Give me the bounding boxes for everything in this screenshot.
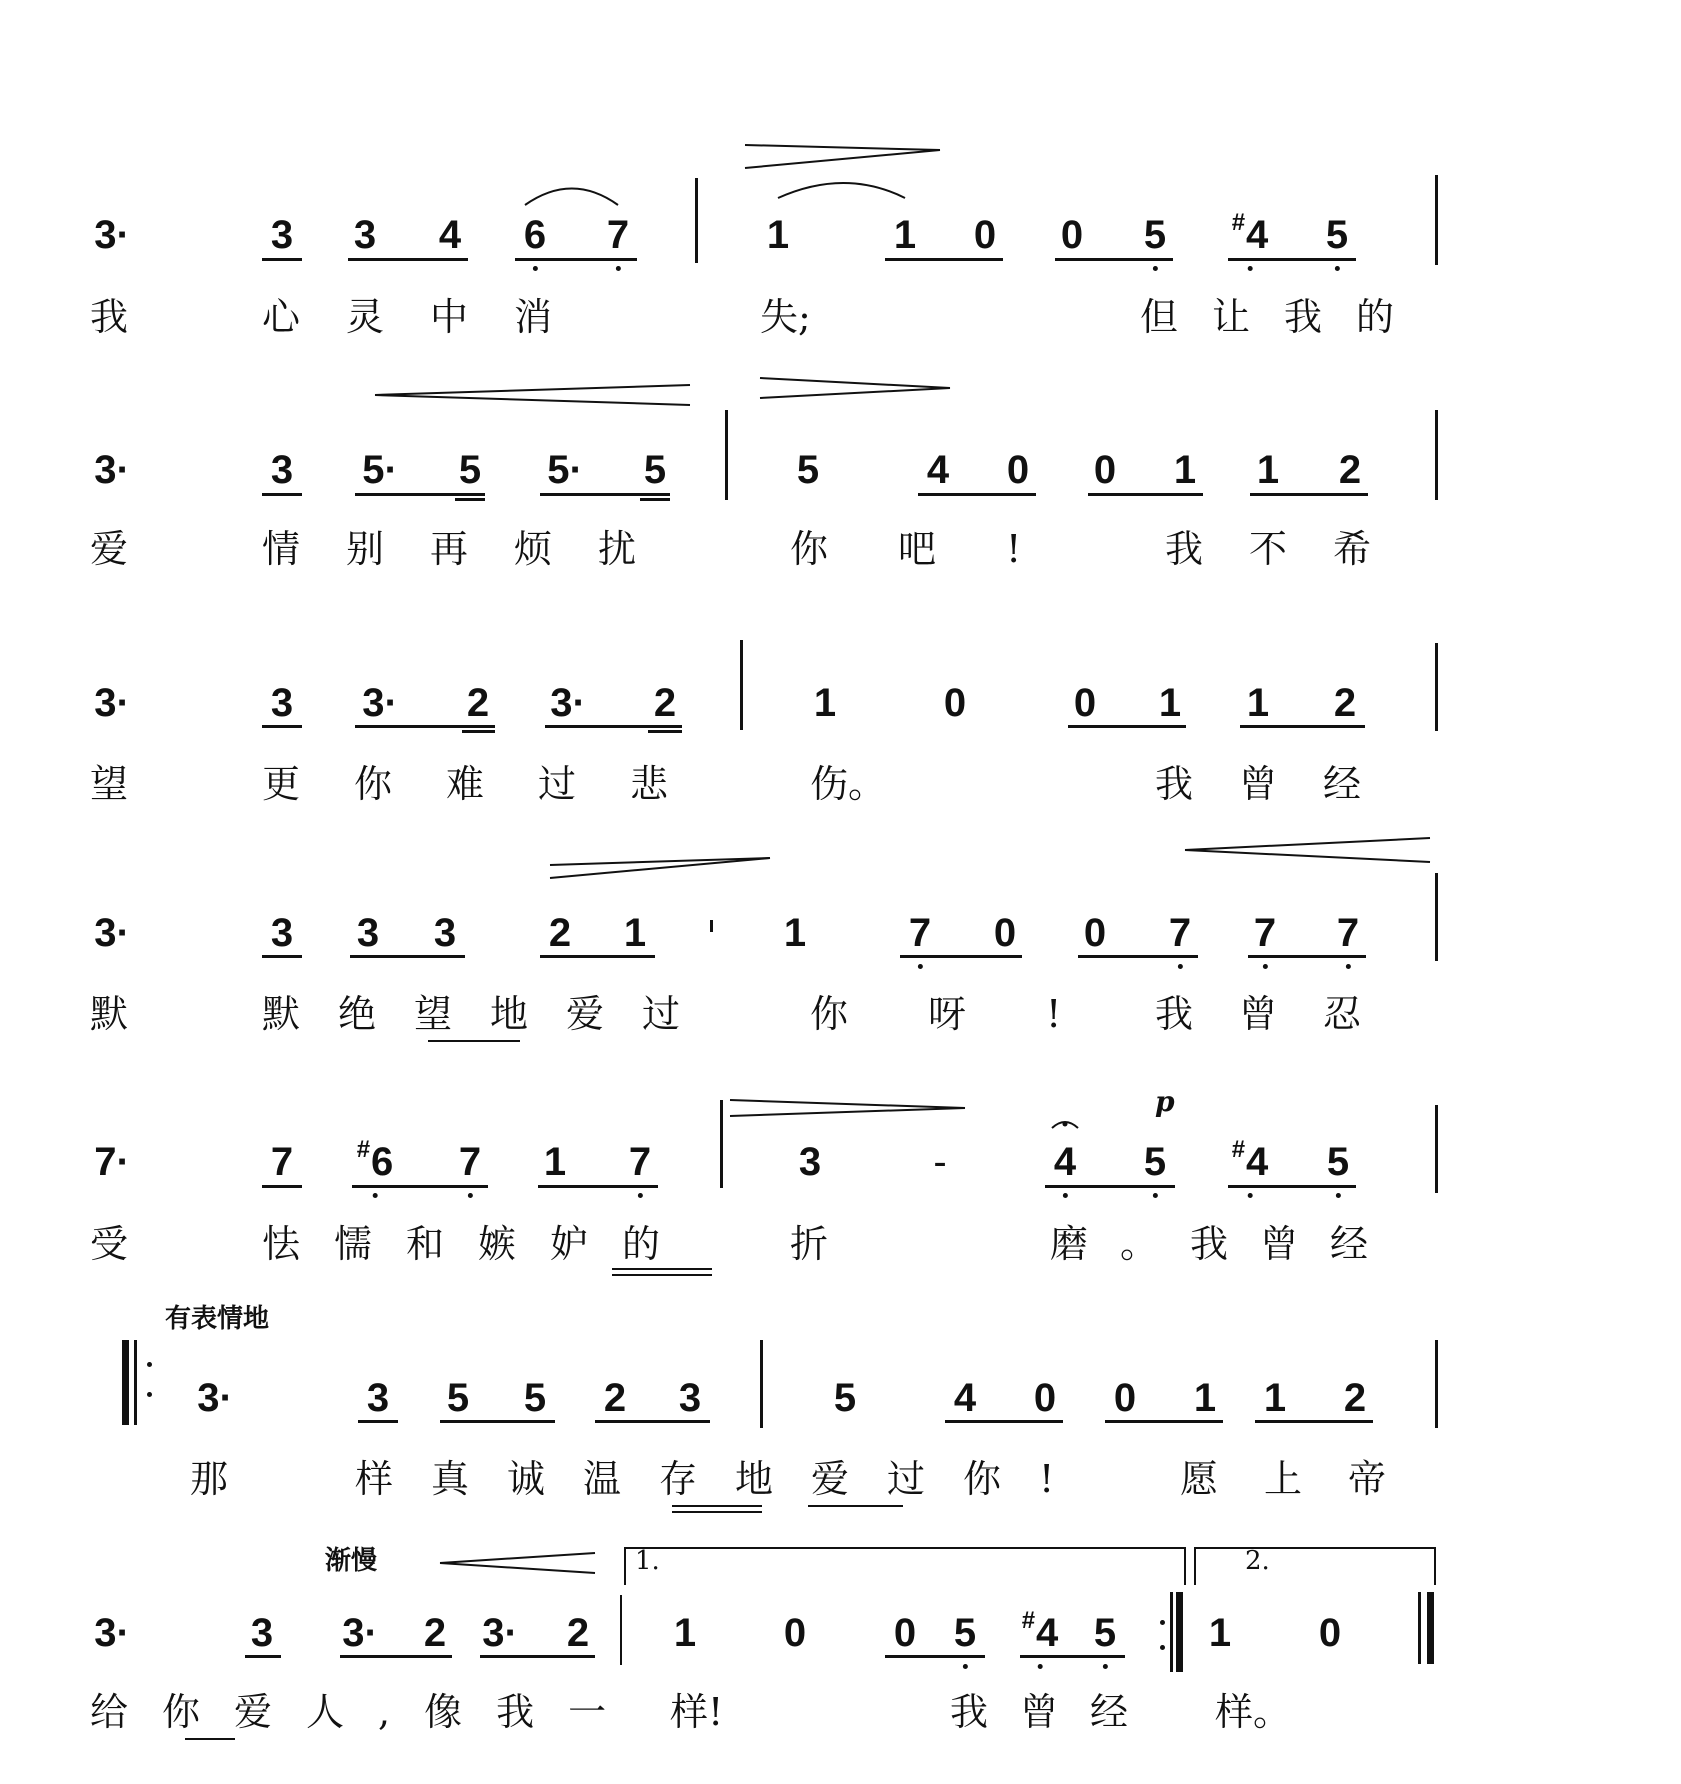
note: 3· — [362, 681, 398, 725]
note: 2 — [653, 681, 677, 725]
note: 7 — [1253, 911, 1277, 955]
lyric: 我不希 — [1165, 527, 1418, 571]
final-barline-thick — [1427, 1592, 1434, 1664]
barline — [620, 1595, 622, 1665]
note: #4 — [1231, 209, 1269, 257]
note: 0 — [973, 213, 997, 257]
note: 1 — [813, 681, 837, 725]
note: 5 — [1093, 1611, 1117, 1655]
note: 1 — [1193, 1376, 1217, 1420]
note: 2 — [1343, 1376, 1367, 1420]
lyric: 心灵中消 — [262, 295, 599, 339]
note: 0 — [1073, 681, 1097, 725]
note: 3 — [353, 213, 377, 257]
lyric: 样! — [670, 1690, 724, 1734]
lyric: 样真诚温存地爱过你! — [355, 1457, 1093, 1501]
lyric: 折 — [790, 1222, 829, 1266]
note: 3 — [250, 1611, 274, 1655]
note: #4 — [1231, 1136, 1269, 1184]
note: 1 — [893, 213, 917, 257]
note: 7 — [270, 1140, 294, 1184]
repeat-dots — [1160, 1620, 1165, 1625]
lyric: 我 — [90, 295, 129, 339]
note: 0 — [1006, 448, 1030, 492]
note: 0 — [1033, 1376, 1057, 1420]
note: 2 — [466, 681, 490, 725]
note: 4 — [953, 1376, 977, 1420]
note: 0 — [1113, 1376, 1137, 1420]
lyric: 受 — [90, 1222, 129, 1266]
note: 3 — [270, 911, 294, 955]
note: 3· — [94, 448, 130, 492]
note: 3· — [94, 1611, 130, 1655]
note: 1 — [1208, 1611, 1232, 1655]
note: 5· — [362, 448, 398, 492]
note: 5 — [643, 448, 667, 492]
note: 5 — [458, 448, 482, 492]
note: 5 — [796, 448, 820, 492]
note: 3 — [270, 213, 294, 257]
note: 1 — [1246, 681, 1270, 725]
note: 5 — [833, 1376, 857, 1420]
lyric: 但让我的 — [1140, 295, 1429, 339]
note: 3 — [366, 1376, 390, 1420]
lyric: 我曾经 — [1155, 762, 1408, 806]
tempo-marking: 渐慢 — [325, 1546, 378, 1576]
note: 0 — [1083, 911, 1107, 955]
note: 2 — [423, 1611, 447, 1655]
note: 3 — [356, 911, 380, 955]
repeat-end-thin — [1170, 1592, 1173, 1672]
note: 6 — [523, 213, 547, 257]
note: 5 — [1143, 213, 1167, 257]
note: 7 — [1168, 911, 1192, 955]
note: 0 — [1093, 448, 1117, 492]
note: 3· — [482, 1611, 518, 1655]
beam — [480, 1655, 595, 1658]
note: 7 — [606, 213, 630, 257]
lyric: 你吧! — [790, 527, 1092, 571]
lyric-underline — [185, 1738, 235, 1740]
note: 2 — [603, 1376, 627, 1420]
lyric: 怯懦和嫉妒的 — [262, 1222, 695, 1266]
note: 3· — [342, 1611, 378, 1655]
lyric: 给你爱人,像我一 — [90, 1690, 641, 1734]
note: 1 — [1256, 448, 1280, 492]
lyric: 默绝望地爱过 — [262, 992, 719, 1036]
note: 2 — [548, 911, 572, 955]
note: 5 — [953, 1611, 977, 1655]
final-barline-thin — [1418, 1592, 1421, 1664]
note: 3· — [94, 213, 130, 257]
note: 2 — [566, 1611, 590, 1655]
expression-marking: 有表情地 — [165, 1304, 270, 1334]
note: 7 — [908, 911, 932, 955]
note: 0 — [993, 911, 1017, 955]
note: 1 — [1158, 681, 1182, 725]
note: 2 — [1333, 681, 1357, 725]
note: 5 — [446, 1376, 470, 1420]
note: 0 — [1318, 1611, 1342, 1655]
lyric: 样。 — [1215, 1690, 1292, 1734]
lyric: 伤。 — [810, 762, 887, 806]
note: 1 — [623, 911, 647, 955]
lyric: 你呀! — [810, 992, 1142, 1036]
note: #6 — [356, 1136, 394, 1184]
note: 0 — [893, 1611, 917, 1655]
dynamic-marking: p — [1155, 1085, 1175, 1118]
note: 4 — [926, 448, 950, 492]
second-ending-label: 2. — [1245, 1546, 1270, 1576]
note: 1 — [766, 213, 790, 257]
note: 2 — [1338, 448, 1362, 492]
note: 3 — [433, 911, 457, 955]
note: 3· — [197, 1376, 233, 1420]
note: 1 — [1173, 448, 1197, 492]
note: 4 — [1053, 1140, 1077, 1184]
note: 0 — [1060, 213, 1084, 257]
note: 7 — [628, 1140, 652, 1184]
note: 5 — [1326, 1140, 1350, 1184]
note: 5 — [1325, 213, 1349, 257]
lyric: 更你难过悲 — [262, 762, 723, 806]
note: 5 — [1143, 1140, 1167, 1184]
lyric: 我曾经 — [950, 1690, 1161, 1734]
first-ending-label: 1. — [635, 1546, 660, 1576]
note: 0 — [943, 681, 967, 725]
lyric: 望 — [90, 762, 129, 806]
note: 1 — [783, 911, 807, 955]
lyric: 情别再烦扰 — [262, 527, 683, 571]
note: - — [933, 1140, 947, 1184]
beam — [245, 1655, 281, 1658]
note: 7 — [458, 1140, 482, 1184]
note: 0 — [783, 1611, 807, 1655]
note: 1 — [1263, 1376, 1287, 1420]
lyric: 那 — [190, 1457, 229, 1501]
note: 5 — [523, 1376, 547, 1420]
lyric: 失; — [760, 295, 811, 339]
note: 3· — [94, 681, 130, 725]
note: 3· — [550, 681, 586, 725]
beam — [1020, 1655, 1125, 1658]
note: 3 — [270, 448, 294, 492]
note: 1 — [543, 1140, 567, 1184]
beam — [885, 1655, 985, 1658]
note: 1 — [673, 1611, 697, 1655]
note: 5· — [547, 448, 583, 492]
note: 7 — [1336, 911, 1360, 955]
note: 3· — [94, 911, 130, 955]
lyric: 愿上帝 — [1180, 1457, 1433, 1501]
lyric: 磨。我曾经 — [1050, 1222, 1401, 1266]
note: 7· — [94, 1140, 130, 1184]
beam — [340, 1655, 452, 1658]
lyric: 爱 — [90, 527, 129, 571]
note: 3 — [798, 1140, 822, 1184]
lyric: 我曾忍 — [1155, 992, 1408, 1036]
note: 3 — [678, 1376, 702, 1420]
note: #4 — [1021, 1607, 1059, 1655]
note: 4 — [438, 213, 462, 257]
lyric: 默 — [90, 992, 129, 1036]
repeat-dots — [1160, 1645, 1165, 1650]
note: 3 — [270, 681, 294, 725]
repeat-end-thick — [1176, 1592, 1183, 1672]
